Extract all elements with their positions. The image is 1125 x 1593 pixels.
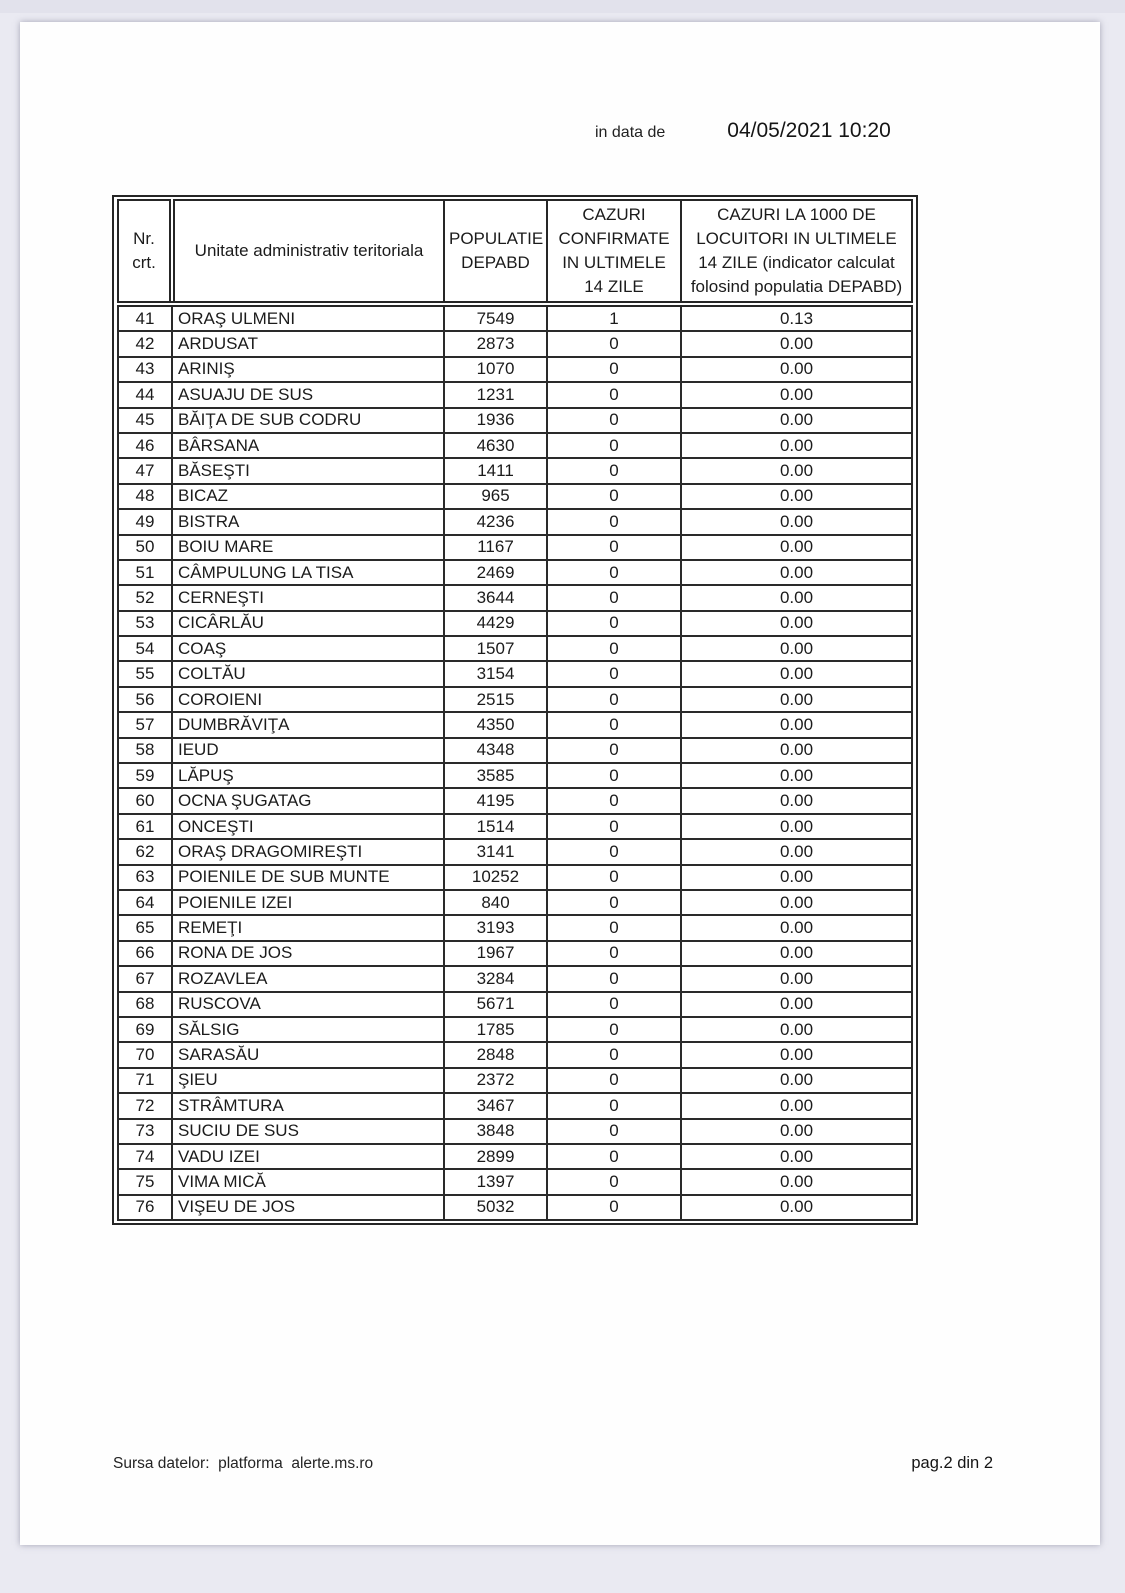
population-cell: 7549 [444,304,547,331]
incidence-rate-cell: 0.00 [681,890,912,915]
table-row [118,585,912,610]
incidence-rate-cell: 0.00 [681,1144,912,1169]
row-number-cell: 74 [118,1144,172,1169]
incidence-rate-cell: 0.00 [681,1068,912,1093]
table-row [118,687,912,712]
incidence-rate-cell: 0.00 [681,687,912,712]
population-cell: 1936 [444,408,547,433]
confirmed-cases-cell: 0 [547,992,681,1017]
unit-name-cell: CÂMPULUNG LA TISA [172,560,444,585]
col-header-incidence-rate: CAZURI LA 1000 DE LOCUITORI IN ULTIMELE 14 ZILE (indicator calculat folosind populatia DEPABD) [681,200,912,304]
unit-name-cell: ROZAVLEA [172,966,444,991]
table-row [118,331,912,356]
incidence-rate-cell: 0.00 [681,611,912,636]
population-cell: 3585 [444,763,547,788]
page-footer [113,1454,993,1473]
population-cell: 4630 [444,433,547,458]
incidence-rate-cell: 0.00 [681,535,912,560]
table-row [118,890,912,915]
incidence-rate-cell: 0.00 [681,1017,912,1042]
table-row [118,357,912,382]
date-label: in data de [595,124,666,141]
incidence-rate-cell: 0.00 [681,408,912,433]
row-number-cell: 51 [118,560,172,585]
row-number-cell: 67 [118,966,172,991]
population-cell: 1514 [444,814,547,839]
table-body [118,304,912,1220]
population-cell: 1967 [444,941,547,966]
unit-name-cell: RONA DE JOS [172,941,444,966]
unit-name-cell: ORAŞ DRAGOMIREŞTI [172,839,444,864]
col-header-nr-crt: Nr. crt. [118,200,172,304]
unit-name-cell: BĂIŢA DE SUB CODRU [172,408,444,433]
population-cell: 3848 [444,1119,547,1144]
unit-name-cell: VADU IZEI [172,1144,444,1169]
col-header-population: POPULATIE DEPABD [444,200,547,304]
confirmed-cases-cell: 0 [547,814,681,839]
unit-name-cell: LĂPUŞ [172,763,444,788]
table-row [118,382,912,407]
population-cell: 2848 [444,1042,547,1067]
table-row [118,712,912,737]
table-row [118,611,912,636]
table-row [118,992,912,1017]
row-number-cell: 52 [118,585,172,610]
table-row [118,1068,912,1093]
row-number-cell: 76 [118,1195,172,1220]
confirmed-cases-cell: 0 [547,1144,681,1169]
document-page [20,22,1100,1545]
row-number-cell: 59 [118,763,172,788]
row-number-cell: 66 [118,941,172,966]
incidence-table-container [112,195,918,1225]
unit-name-cell: BĂSEŞTI [172,458,444,483]
incidence-rate-cell: 0.00 [681,1169,912,1194]
unit-name-cell: CERNEŞTI [172,585,444,610]
confirmed-cases-cell: 0 [547,1119,681,1144]
unit-name-cell: BISTRA [172,509,444,534]
confirmed-cases-cell: 0 [547,712,681,737]
incidence-rate-cell: 0.00 [681,738,912,763]
unit-name-cell: ARINIŞ [172,357,444,382]
confirmed-cases-cell: 0 [547,1017,681,1042]
confirmed-cases-cell: 0 [547,941,681,966]
unit-name-cell: SUCIU DE SUS [172,1119,444,1144]
confirmed-cases-cell: 0 [547,484,681,509]
incidence-rate-cell: 0.00 [681,941,912,966]
table-row [118,1195,912,1220]
population-cell: 4236 [444,509,547,534]
report-date-line [595,119,891,143]
population-cell: 1785 [444,1017,547,1042]
table-row [118,738,912,763]
unit-name-cell: VIMA MICĂ [172,1169,444,1194]
population-cell: 3284 [444,966,547,991]
table-row [118,535,912,560]
incidence-rate-cell: 0.00 [681,992,912,1017]
row-number-cell: 70 [118,1042,172,1067]
row-number-cell: 63 [118,865,172,890]
confirmed-cases-cell: 0 [547,408,681,433]
population-cell: 4350 [444,712,547,737]
unit-name-cell: POIENILE IZEI [172,890,444,915]
table-row [118,763,912,788]
table-row [118,839,912,864]
incidence-rate-cell: 0.00 [681,839,912,864]
confirmed-cases-cell: 0 [547,915,681,940]
unit-name-cell: BICAZ [172,484,444,509]
confirmed-cases-cell: 0 [547,357,681,382]
incidence-rate-cell: 0.00 [681,1195,912,1220]
incidence-rate-cell: 0.00 [681,484,912,509]
population-cell: 965 [444,484,547,509]
confirmed-cases-cell: 0 [547,1093,681,1118]
incidence-rate-cell: 0.00 [681,915,912,940]
population-cell: 1411 [444,458,547,483]
table-row [118,661,912,686]
table-header-row [118,200,912,304]
table-row [118,636,912,661]
population-cell: 2372 [444,1068,547,1093]
unit-name-cell: RUSCOVA [172,992,444,1017]
table-row [118,788,912,813]
col-header-confirmed-cases: CAZURI CONFIRMATE IN ULTIMELE 14 ZILE [547,200,681,304]
unit-name-cell: BOIU MARE [172,535,444,560]
incidence-rate-cell: 0.00 [681,763,912,788]
row-number-cell: 56 [118,687,172,712]
incidence-table [117,199,913,1221]
row-number-cell: 71 [118,1068,172,1093]
unit-name-cell: SĂLSIG [172,1017,444,1042]
row-number-cell: 43 [118,357,172,382]
population-cell: 5671 [444,992,547,1017]
incidence-rate-cell: 0.00 [681,788,912,813]
incidence-rate-cell: 0.00 [681,712,912,737]
row-number-cell: 57 [118,712,172,737]
confirmed-cases-cell: 0 [547,585,681,610]
unit-name-cell: STRÂMTURA [172,1093,444,1118]
row-number-cell: 44 [118,382,172,407]
confirmed-cases-cell: 0 [547,509,681,534]
confirmed-cases-cell: 0 [547,1068,681,1093]
unit-name-cell: OCNA ŞUGATAG [172,788,444,813]
incidence-rate-cell: 0.00 [681,331,912,356]
unit-name-cell: ŞIEU [172,1068,444,1093]
confirmed-cases-cell: 1 [547,304,681,331]
table-row [118,1017,912,1042]
row-number-cell: 64 [118,890,172,915]
population-cell: 4195 [444,788,547,813]
table-row [118,433,912,458]
population-cell: 3141 [444,839,547,864]
unit-name-cell: COAŞ [172,636,444,661]
footer-page-indicator: pag.2 din 2 [911,1454,993,1472]
confirmed-cases-cell: 0 [547,839,681,864]
confirmed-cases-cell: 0 [547,458,681,483]
population-cell: 3467 [444,1093,547,1118]
table-row [118,1042,912,1067]
population-cell: 2873 [444,331,547,356]
unit-name-cell: REMEŢI [172,915,444,940]
incidence-rate-cell: 0.00 [681,865,912,890]
incidence-rate-cell: 0.00 [681,585,912,610]
population-cell: 1070 [444,357,547,382]
unit-name-cell: SARASĂU [172,1042,444,1067]
confirmed-cases-cell: 0 [547,1169,681,1194]
confirmed-cases-cell: 0 [547,738,681,763]
population-cell: 1231 [444,382,547,407]
row-number-cell: 75 [118,1169,172,1194]
unit-name-cell: ASUAJU DE SUS [172,382,444,407]
incidence-rate-cell: 0.00 [681,357,912,382]
unit-name-cell: IEUD [172,738,444,763]
population-cell: 2515 [444,687,547,712]
row-number-cell: 61 [118,814,172,839]
confirmed-cases-cell: 0 [547,636,681,661]
table-row [118,1119,912,1144]
incidence-rate-cell: 0.00 [681,382,912,407]
incidence-rate-cell: 0.00 [681,1093,912,1118]
confirmed-cases-cell: 0 [547,331,681,356]
incidence-rate-cell: 0.00 [681,636,912,661]
incidence-rate-cell: 0.00 [681,1119,912,1144]
population-cell: 840 [444,890,547,915]
table-row [118,484,912,509]
table-row [118,560,912,585]
unit-name-cell: BÂRSANA [172,433,444,458]
confirmed-cases-cell: 0 [547,966,681,991]
confirmed-cases-cell: 0 [547,788,681,813]
confirmed-cases-cell: 0 [547,865,681,890]
table-row [118,509,912,534]
unit-name-cell: CICÂRLĂU [172,611,444,636]
table-row [118,1144,912,1169]
col-header-unit-name: Unitate administrativ teritoriala [172,200,444,304]
table-row [118,304,912,331]
confirmed-cases-cell: 0 [547,611,681,636]
population-cell: 10252 [444,865,547,890]
table-row [118,865,912,890]
incidence-rate-cell: 0.00 [681,966,912,991]
footer-data-source: Sursa datelor: platforma alerte.ms.ro [113,1455,374,1472]
row-number-cell: 65 [118,915,172,940]
row-number-cell: 58 [118,738,172,763]
row-number-cell: 73 [118,1119,172,1144]
unit-name-cell: POIENILE DE SUB MUNTE [172,865,444,890]
table-row [118,966,912,991]
row-number-cell: 48 [118,484,172,509]
confirmed-cases-cell: 0 [547,661,681,686]
row-number-cell: 55 [118,661,172,686]
unit-name-cell: ORAŞ ULMENI [172,304,444,331]
table-row [118,408,912,433]
unit-name-cell: ONCEŞTI [172,814,444,839]
row-number-cell: 60 [118,788,172,813]
row-number-cell: 62 [118,839,172,864]
confirmed-cases-cell: 0 [547,382,681,407]
population-cell: 4429 [444,611,547,636]
incidence-rate-cell: 0.00 [681,458,912,483]
table-row [118,458,912,483]
row-number-cell: 54 [118,636,172,661]
population-cell: 1507 [444,636,547,661]
row-number-cell: 72 [118,1093,172,1118]
incidence-rate-cell: 0.00 [681,509,912,534]
confirmed-cases-cell: 0 [547,433,681,458]
incidence-rate-cell: 0.00 [681,433,912,458]
row-number-cell: 49 [118,509,172,534]
table-row [118,1169,912,1194]
unit-name-cell: DUMBRĂVIŢA [172,712,444,737]
unit-name-cell: VIŞEU DE JOS [172,1195,444,1220]
confirmed-cases-cell: 0 [547,890,681,915]
population-cell: 1397 [444,1169,547,1194]
population-cell: 3154 [444,661,547,686]
population-cell: 2469 [444,560,547,585]
incidence-rate-cell: 0.00 [681,1042,912,1067]
confirmed-cases-cell: 0 [547,687,681,712]
confirmed-cases-cell: 0 [547,535,681,560]
row-number-cell: 41 [118,304,172,331]
unit-name-cell: COROIENI [172,687,444,712]
population-cell: 1167 [444,535,547,560]
confirmed-cases-cell: 0 [547,763,681,788]
incidence-rate-cell: 0.13 [681,304,912,331]
population-cell: 3644 [444,585,547,610]
row-number-cell: 68 [118,992,172,1017]
row-number-cell: 42 [118,331,172,356]
row-number-cell: 45 [118,408,172,433]
row-number-cell: 69 [118,1017,172,1042]
population-cell: 4348 [444,738,547,763]
population-cell: 5032 [444,1195,547,1220]
table-row [118,814,912,839]
unit-name-cell: ARDUSAT [172,331,444,356]
population-cell: 2899 [444,1144,547,1169]
row-number-cell: 47 [118,458,172,483]
row-number-cell: 50 [118,535,172,560]
incidence-rate-cell: 0.00 [681,560,912,585]
population-cell: 3193 [444,915,547,940]
date-value: 04/05/2021 10:20 [727,119,891,142]
table-row [118,915,912,940]
table-row [118,941,912,966]
incidence-rate-cell: 0.00 [681,814,912,839]
unit-name-cell: COLTĂU [172,661,444,686]
row-number-cell: 53 [118,611,172,636]
confirmed-cases-cell: 0 [547,1195,681,1220]
confirmed-cases-cell: 0 [547,560,681,585]
incidence-rate-cell: 0.00 [681,661,912,686]
table-row [118,1093,912,1118]
row-number-cell: 46 [118,433,172,458]
confirmed-cases-cell: 0 [547,1042,681,1067]
